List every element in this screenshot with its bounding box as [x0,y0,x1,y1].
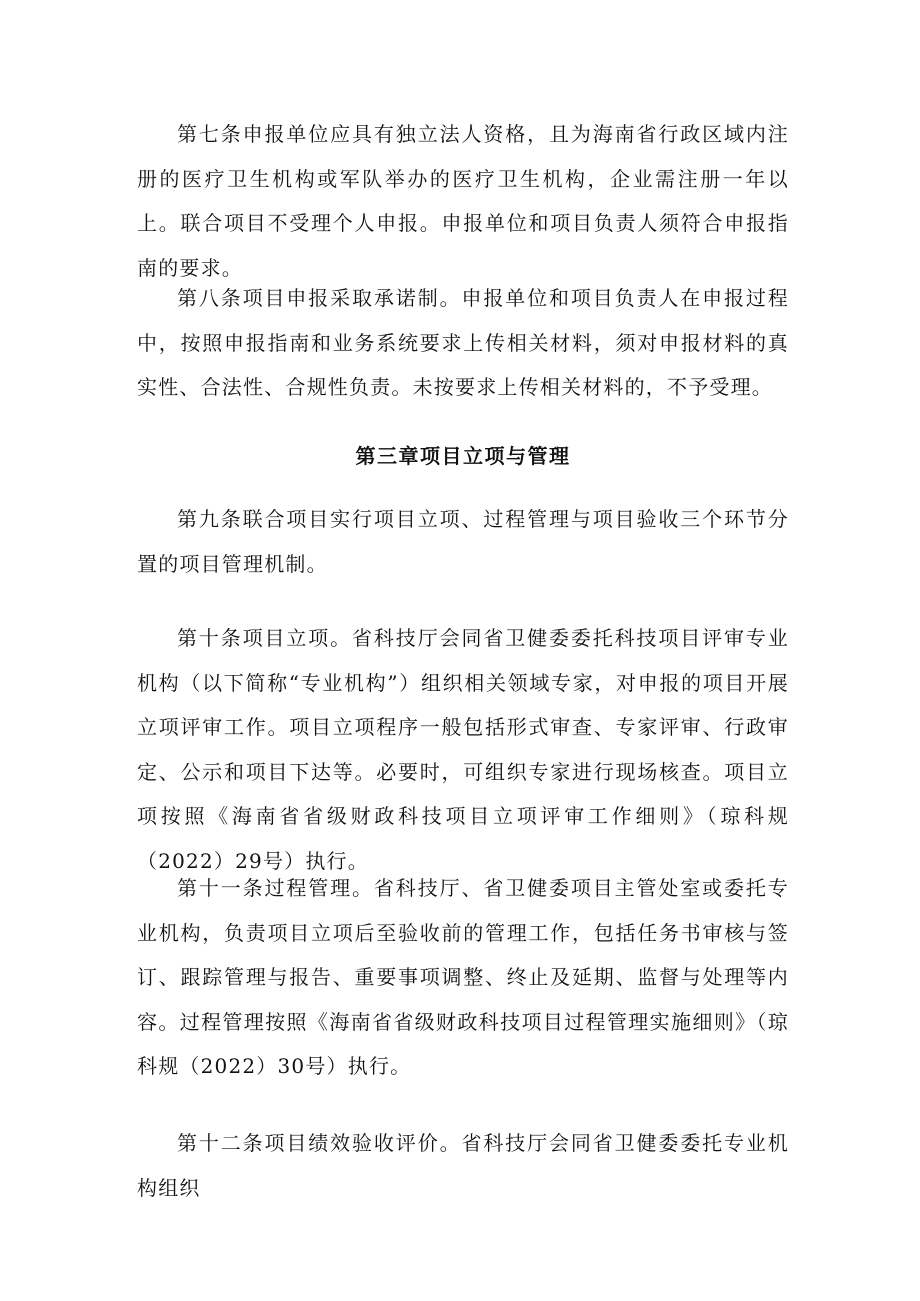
article-11-paragraph: 第十一条过程管理。省科技厅、省卫健委项目主管处室或委托专业机构，负责项目立项后至验收前的管理工作，包括任务书审核与签订、跟踪管理与报告、重要事项调整、终止及延期、监督与处理等内容。过程管理按照《海南省省级财政科技项目过程管理实施细则》（琼科规（2022）30号）执行。 [137,876,789,1078]
article-7-paragraph: 第七条申报单位应具有独立法人资格，且为海南省行政区域内注册的医疗卫生机构或军队举办的医疗卫生机构，企业需注册一年以上。联合项目不受理个人申报。申报单位和项目负责人须符合申报指南的要求。 [137,122,789,280]
article-10-paragraph: 第十条项目立项。省科技厅会同省卫健委委托科技项目评审专业机构（以下简称“专业机构”）组织相关领域专家，对申报的项目开展立项评审工作。项目立项程序一般包括形式审查、专家评审、行政审定、公示和项目下达等。必要时，可组织专家进行现场核查。项目立项按照《海南省省级财政科技项目立项评审工作细则》（琼科规（2022）29号）执行。 [137,626,789,873]
chapter-3-heading: 第三章项目立项与管理 [355,444,571,468]
article-9-paragraph: 第九条联合项目实行项目立项、过程管理与项目验收三个环节分置的项目管理机制。 [137,507,789,576]
article-12-paragraph: 第十二条项目绩效验收评价。省科技厅会同省卫健委委托专业机构组织 [137,1131,789,1200]
article-8-paragraph: 第八条项目申报采取承诺制。申报单位和项目负责人在申报过程中，按照申报指南和业务系统要求上传相关材料，须对申报材料的真实性、合法性、合规性负责。未按要求上传相关材料的，不予受理。 [137,286,789,399]
